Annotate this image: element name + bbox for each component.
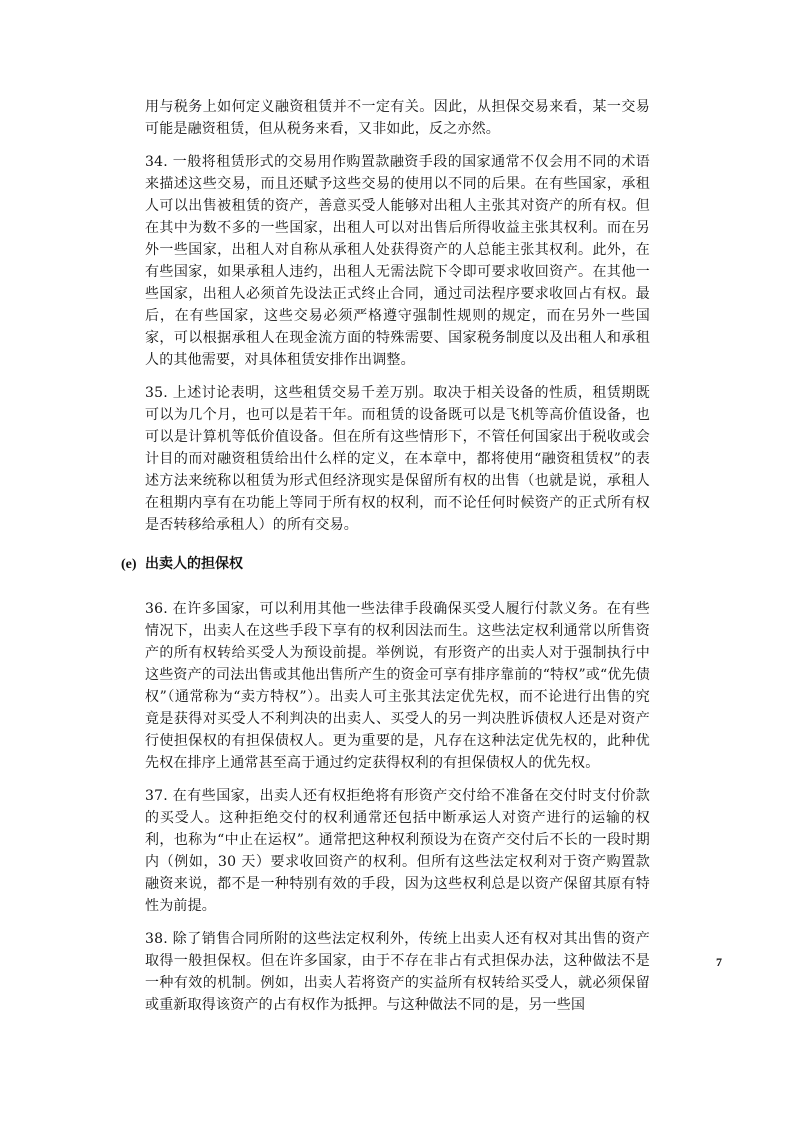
document-body — [121, 96, 650, 1027]
paragraph-37: 37. 在有些国家，出卖人还有权拒绝将有形资产交付给不准备在交付时支付价款的买受人。这种拒绝交付的权利通常还包括中断承运人对资产进行的运输的权利，也称为“中止在运权”。通常把这种权利预设为在资产交付后不长的一段时期内（例如，30 天）要求收回资产的权利。但所有这些法定权利对于资产购置款融资来说，都不是一种特别有效的手段，因为这些权利总是以资产保留其原有特性为前提。 — [145, 788, 650, 914]
section-heading — [121, 554, 650, 576]
paragraph-36: 36. 在许多国家，可以利用其他一些法律手段确保买受人履行付款义务。在有些情况下，出卖人在这些手段下享有的权利因法而生。这些法定权利通常以所售资产的所有权转给买受人为预设前提。举例说，有形资产的出卖人对于强制执行中这些资产的司法出售或其他出售所产生的资金可享有排序靠前的“特权”或“优先债权”（通常称为“卖方特权”）。出卖人可主张其法定优先权，而不论进行出售的究竟是获得对买受人不利判决的出卖人、买受人的另一判决胜诉债权人还是对资产行使担保权的有担保债权人。更为重要的是，凡存在这种法定优先权的，此种优先权在排序上通常甚至高于通过约定获得权利的有担保债权人的优先权。 — [145, 601, 650, 771]
page-number: 7 — [716, 955, 722, 969]
section-number: (e) — [121, 557, 137, 572]
section-title: 出卖人的担保权 — [145, 557, 243, 572]
paragraph-38: 38. 除了销售合同所附的这些法定权利外，传统上出卖人还有权对其出售的资产取得一般担保权。但在许多国家，由于不存在非占有式担保办法，这种做法不是一种有效的机制。例如，出卖人若将资产的实益所有权转给买受人，就必须保留或重新取得该资产的占有权作为抵押。与这种做法不同的是，另一些国 — [145, 931, 650, 1013]
paragraph-35: 35. 上述讨论表明，这些租赁交易千差万别。取决于相关设备的性质，租赁期既可以为几个月，也可以是若干年。而租赁的设备既可以是飞机等高价值设备，也可以是计算机等低价值设备。但在所有这些情形下，不管任何国家出于税收或会计目的而对融资租赁给出什么样的定义，在本章中，都将使用“融资租赁权”的表述方法来统称以租赁为形式但经济现实是保留所有权的出售（也就是说，承租人在租期内享有在功能上等同于所有权的权利，而不论任何时候资产的正式所有权是否转移给承租人）的所有交易。 — [145, 385, 650, 533]
paragraph-34: 34. 一般将租赁形式的交易用作购置款融资手段的国家通常不仅会用不同的术语来描述这些交易，而且还赋予这些交易的使用以不同的后果。在有些国家，承租人可以出售被租赁的资产，善意买受人能够对出租人主张其对资产的所有权。但在其中为数不多的一些国家，出租人可以对出售后所得收益主张其权利。而在另外一些国家，出租人对自称从承租人处获得资产的人总能主张其权利。此外，在有些国家，如果承租人违约，出租人无需法院下令即可要求收回资产。在其他一些国家，出租人必须首先设法正式终止合同，通过司法程序要求收回占有权。最后，在有些国家，这些交易必须严格遵守强制性规则的规定，而在另外一些国家，可以根据承租人在现金流方面的特殊需要、国家税务制度以及出租人和承租人的其他需要，对具体租赁安排作出调整。 — [145, 154, 650, 368]
paragraph-continuation: 用与税务上如何定义融资租赁并不一定有关。因此，从担保交易来看，某一交易可能是融资租赁，但从税务来看，又非如此，反之亦然。 — [145, 99, 650, 137]
